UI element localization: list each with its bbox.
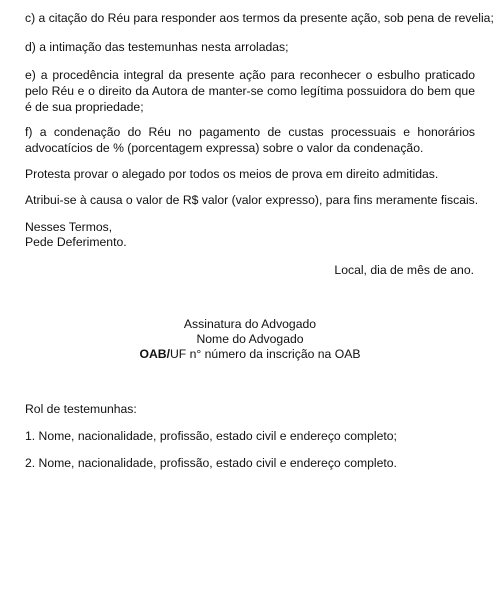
signature-label: Assinatura do Advogado xyxy=(183,317,317,331)
oab-registration xyxy=(0,346,500,362)
protesta-paragraph: Protesta provar o alegado por todos os meios de prova em direito admitidas. xyxy=(25,167,439,181)
lawyer-name: Nome do Advogado xyxy=(196,332,304,346)
request-item-e: e) a procedência integral da presente ação para reconhecer o esbulho praticado pelo Réu e o direito da Autora de manter-se como legítima possuidora do bem que é de sua propriedade; xyxy=(25,68,475,114)
request-item-d: d) a intimação das testemunhas nesta arroladas; xyxy=(25,40,289,54)
place-date: Local, dia de mês de ano. xyxy=(334,263,474,277)
valor-causa-paragraph: Atribui-se à causa o valor de R$ valor (valor expresso), para fins meramente fiscais. xyxy=(25,193,479,207)
request-item-f: f) a condenação do Réu no pagamento de custas processuais e honorários advocatícios de % (porcentagem expressa) sobre o valor da condenação. xyxy=(25,125,475,155)
witnesses-title: Rol de testemunhas: xyxy=(25,402,137,416)
closing-line-1: Nesses Termos, xyxy=(25,220,113,234)
closing-line-2: Pede Deferimento. xyxy=(25,235,127,249)
oab-prefix: OAB/ xyxy=(139,347,170,361)
witness-item-1: 1. Nome, nacionalidade, profissão, estado civil e endereço completo; xyxy=(25,429,397,443)
oab-number: UF n° número da inscrição na OAB xyxy=(169,347,361,361)
witness-item-2: 2. Nome, nacionalidade, profissão, estado civil e endereço completo. xyxy=(25,456,397,470)
request-item-c: c) a citação do Réu para responder aos termos da presente ação, sob pena de revelia; xyxy=(25,11,494,25)
